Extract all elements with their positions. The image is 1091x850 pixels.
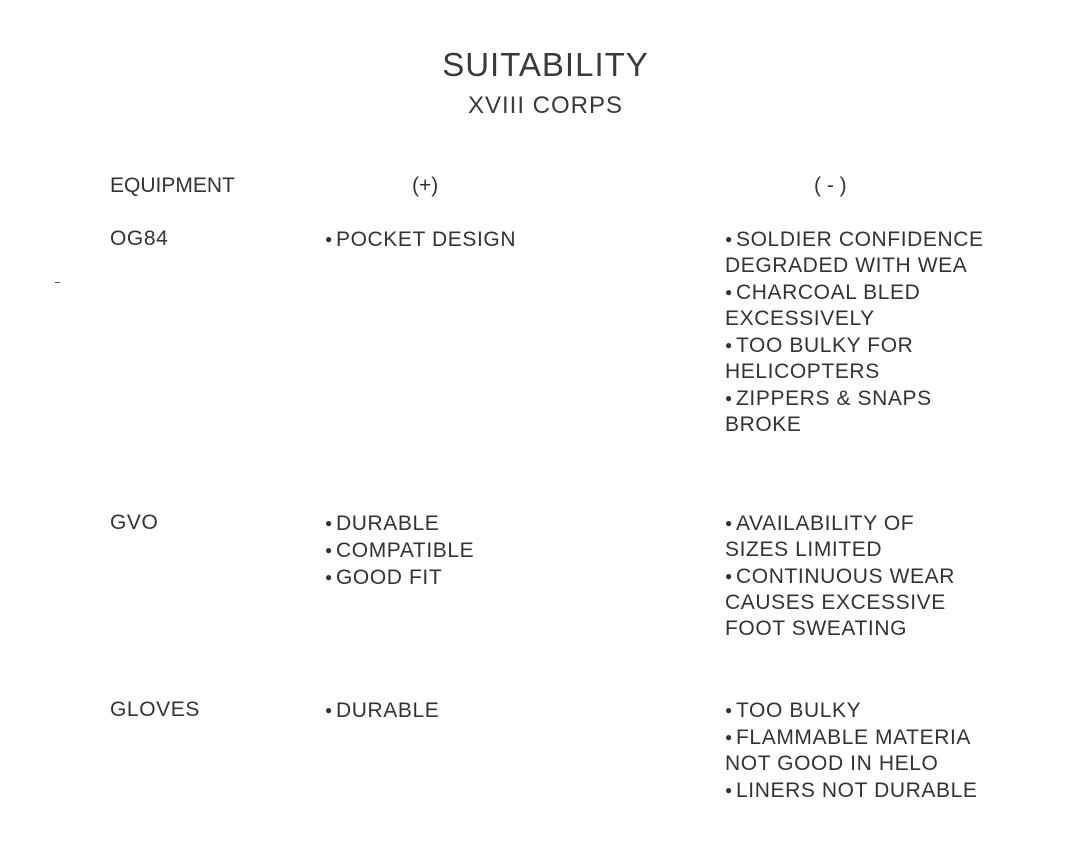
plus-list: [325, 697, 439, 724]
page-subtitle: XVIII CORPS: [467, 92, 624, 119]
list-item: ● SOLDIER CONFIDENCE: [725, 228, 984, 251]
list-item: ● FLAMMABLE MATERIA: [725, 726, 972, 749]
bullet-icon: ●: [725, 703, 733, 717]
equipment-name: OG84: [110, 227, 169, 250]
minus-list: [725, 510, 955, 642]
list-item: ● COMPATIBLE: [325, 539, 475, 562]
bullet-icon: ●: [325, 232, 333, 246]
list-item-continuation: SIZES LIMITED: [725, 538, 883, 561]
list-item: ● AVAILABILITY OF: [725, 512, 915, 535]
list-item-continuation: HELICOPTERS: [725, 360, 880, 383]
scan-mark: [55, 282, 60, 283]
column-header-equipment: EQUIPMENT: [110, 174, 235, 197]
column-header-minus: ( - ): [814, 174, 847, 197]
list-item: ● GOOD FIT: [325, 566, 443, 589]
page-title: SUITABILITY: [442, 46, 649, 83]
list-item-continuation: NOT GOOD IN HELO: [725, 752, 939, 775]
plus-list: [325, 226, 516, 253]
column-header-plus: (+): [412, 174, 439, 197]
list-item-continuation: DEGRADED WITH WEA: [725, 254, 968, 277]
equipment-name: GLOVES: [110, 698, 200, 721]
list-item: ● DURABLE: [325, 512, 440, 535]
list-item: ● DURABLE: [325, 699, 440, 722]
plus-list: [325, 510, 474, 591]
list-item: ● LINERS NOT DURABLE: [725, 779, 978, 802]
list-item-continuation: FOOT SWEATING: [725, 617, 908, 640]
list-item-continuation: EXCESSIVELY: [725, 307, 875, 330]
list-item-continuation: CAUSES EXCESSIVE: [725, 591, 946, 614]
bullet-icon: ●: [725, 391, 733, 405]
bullet-icon: ●: [725, 232, 733, 246]
list-item: ● POCKET DESIGN: [325, 228, 517, 251]
bullet-icon: ●: [325, 516, 333, 530]
bullet-icon: ●: [725, 783, 733, 797]
list-item: ● TOO BULKY: [725, 699, 862, 722]
bullet-icon: ●: [725, 730, 733, 744]
bullet-icon: ●: [325, 570, 333, 584]
equipment-name: GVO: [110, 511, 159, 534]
bullet-icon: ●: [725, 338, 733, 352]
list-item: ● ZIPPERS & SNAPS: [725, 387, 932, 410]
bullet-icon: ●: [725, 516, 733, 530]
bullet-icon: ●: [325, 703, 333, 717]
minus-list: [725, 226, 984, 438]
minus-list: [725, 697, 977, 804]
bullet-icon: ●: [725, 285, 733, 299]
list-item-continuation: BROKE: [725, 413, 802, 436]
bullet-icon: ●: [325, 543, 333, 557]
bullet-icon: ●: [725, 569, 733, 583]
list-item: ● CHARCOAL BLED: [725, 281, 921, 304]
list-item: ● CONTINUOUS WEAR: [725, 565, 955, 588]
list-item: ● TOO BULKY FOR: [725, 334, 914, 357]
